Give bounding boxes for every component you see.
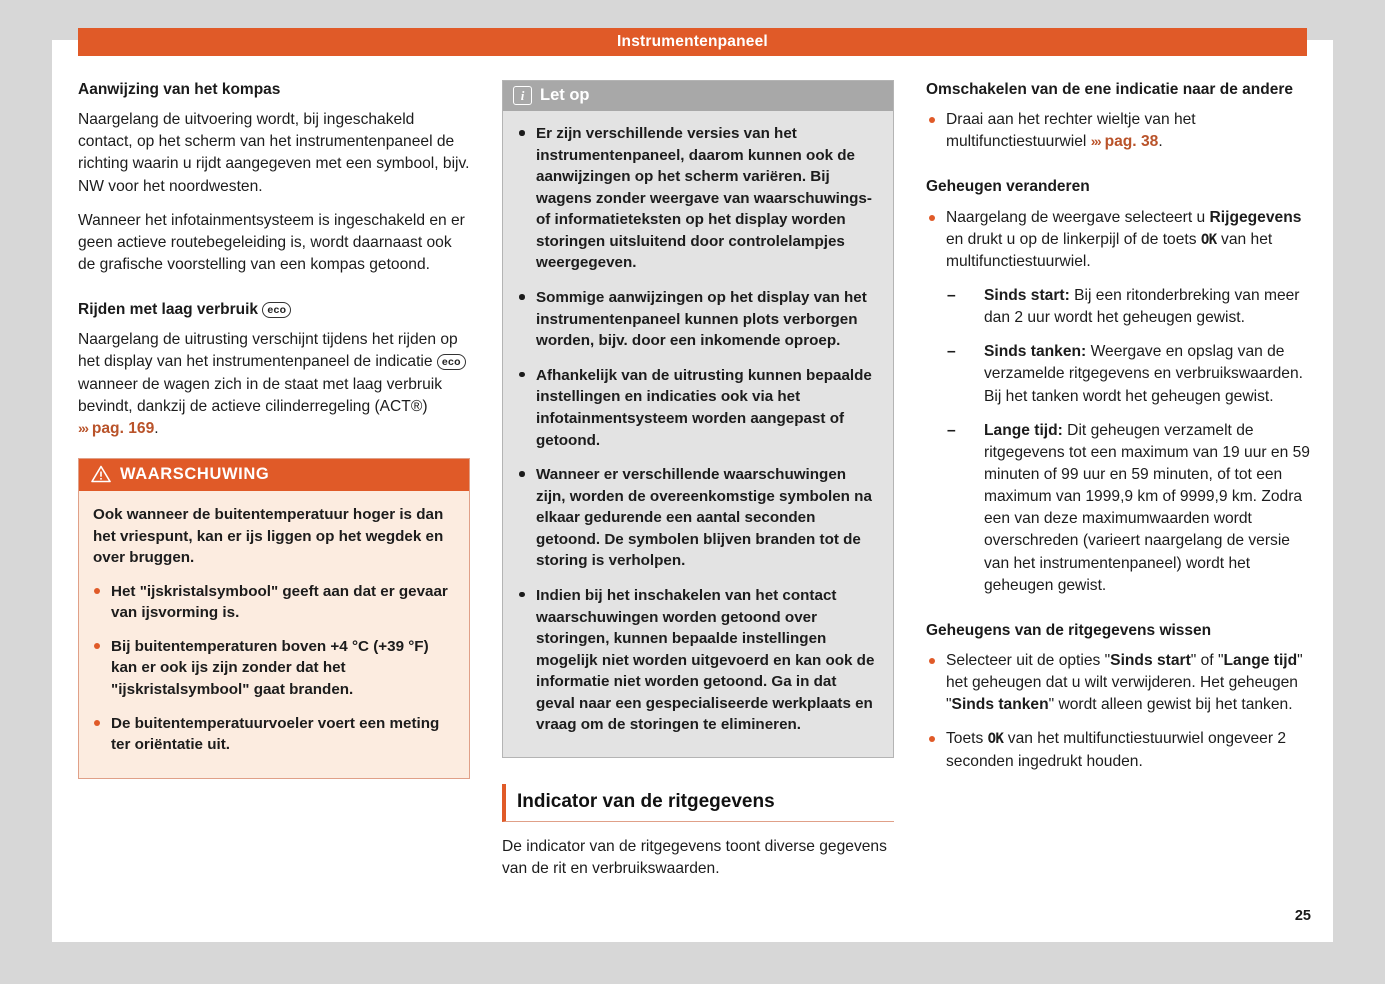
bullet-switch-text: Draai aan het rechter wieltje van het multifunctiestuurwiel — [946, 111, 1196, 151]
eco-paragraph-part-a: Naargelang de uitrusting verschijnt tijdens het rijden op het display van het instrumentenpaneel de indicatie — [78, 331, 458, 371]
clear-text-d: " wordt alleen gewist bij het tanken. — [1048, 696, 1293, 714]
clear2-text-b: van het multifunctiestuurwiel ongeveer 2 seconden ingedrukt houden. — [946, 730, 1287, 770]
note-box — [502, 80, 894, 758]
warning-box-body — [79, 491, 469, 778]
memory-text-a: Naargelang de weergave selecteert u — [946, 208, 1210, 226]
chevron-right-icon: ››› — [1090, 133, 1101, 150]
page-columns — [78, 80, 1323, 892]
middle-column — [502, 80, 894, 892]
cross-reference-label: pag. 169 — [91, 419, 155, 437]
heading-eco-driving — [78, 300, 470, 320]
note-box-title: Let op — [540, 86, 590, 104]
ok-key-label: OK — [1200, 231, 1217, 248]
clear-text-b: " of " — [1190, 651, 1224, 669]
eco-paragraph-end: . — [154, 419, 159, 437]
clear-term-sinds-tanken: Sinds tanken — [951, 696, 1049, 714]
heading-change-memory: Geheugen veranderen — [926, 178, 1090, 196]
cross-reference-link-38[interactable] — [1091, 133, 1159, 150]
note-bullet: Wanneer er verschillende waarschuwingen zijn, worden de overeenkomstige symbolen na elkaar gedurende een aantal seconden getoond. De symbolen blijven branden tot de storing is verholpen. — [517, 464, 879, 572]
bullet-clear-memory-select — [926, 650, 1318, 716]
memory-item-term: Sinds start: — [984, 286, 1070, 304]
page-header-bar — [78, 28, 1307, 56]
warning-box-title: WAARSCHUWING — [120, 464, 270, 483]
compass-paragraph-1: Naargelang de uitvoering wordt, bij ingeschakeld contact, op het scherm van het instrumentenpaneel de richting waarin u rijdt aangegeven met een symbool, bijv. NW voor het noordwesten. — [78, 111, 470, 195]
heading-compass: Aanwijzing van het kompas — [78, 81, 281, 98]
cross-reference-link-169[interactable] — [78, 420, 154, 437]
warning-bullet: Het "ijskristalsymbool" geeft aan dat er gevaar van ijsvorming is. — [93, 581, 455, 624]
memory-term-rijgegevens: Rijgegevens — [1209, 208, 1302, 226]
eco-paragraph — [78, 329, 470, 440]
memory-item-sinds-tanken — [926, 341, 1318, 407]
note-bullet: Indien bij het inschakelen van het contact waarschuwingen worden getoond over storingen, kunnen bepaalde instellingen mogelijk niet worden uitgevoerd en kan ook de informatie niet worden getoond. Ga in dat geval naar een gespecialiseerde werkplaats en vraag om de storingen te elimineren. — [517, 585, 879, 736]
memory-item-term: Lange tijd: — [984, 421, 1063, 439]
note-bullet: Sommige aanwijzingen op het display van het instrumentenpaneel kunnen plots verborgen worden, bijv. door een inkomende oproep. — [517, 287, 879, 352]
heading-clear-memory: Geheugens van de ritgegevens wissen — [926, 621, 1212, 639]
memory-text-b: en drukt u op de linkerpijl of de toets — [946, 230, 1201, 248]
note-box-body — [503, 111, 893, 757]
clear-text-c: " het geheugen dat u wilt verwijderen. Het geheugen " — [946, 651, 1303, 714]
section-paragraph-trip-data: De indicator van de ritgegevens toont diverse gegevens van de rit en verbruikswaarden. — [502, 837, 887, 877]
heading-switch-indication: Omschakelen van de ene indicatie naar de andere — [926, 81, 1293, 98]
bullet-clear-memory-hold-ok — [926, 728, 1318, 772]
clear2-text-a: Toets — [946, 730, 988, 748]
memory-item-lange-tijd — [926, 420, 1318, 597]
memory-item-sinds-start — [926, 285, 1318, 329]
memory-item-text: Dit geheugen verzamelt de ritgegevens tot een maximum van 19 uur en 59 minuten of 99 uur en 59 minuten, of tot een maximum van 1999,9 km of 9999,9 km. Zodra een van deze maximumwaarden wordt overschreden (varieert naargelang de versie van het instrumentenpaneel) wordt het geheugen gewist. — [984, 421, 1310, 594]
clear-term-lange-tijd: Lange tijd — [1223, 651, 1298, 669]
eco-icon-inline: eco — [437, 354, 466, 370]
warning-box — [78, 458, 470, 779]
memory-item-text: Weergave en opslag van de verzamelde ritgegevens en verbruikswaarden. Bij het tanken wordt het geheugen gewist. — [984, 343, 1303, 405]
heading-eco-label: Rijden met laag verbruik — [78, 301, 259, 319]
cross-reference-label: pag. 38 — [1104, 133, 1159, 151]
eco-icon: eco — [262, 302, 291, 318]
warning-triangle-icon — [91, 465, 111, 483]
document-page — [52, 40, 1333, 942]
warning-bullet: De buitentemperatuurvoeler voert een meting ter oriëntatie uit. — [93, 713, 455, 756]
clear-term-sinds-start: Sinds start — [1110, 651, 1191, 669]
bullet-change-memory — [926, 207, 1318, 273]
memory-item-term: Sinds tanken: — [984, 343, 1087, 361]
section-title-trip-data-indicator: Indicator van de ritgegevens — [502, 784, 894, 822]
eco-paragraph-part-b: wanneer de wagen zich in de staat met laag verbruik bevindt, dankzij de actieve cilinderregeling (ACT®) — [78, 375, 443, 415]
compass-paragraph-2: Wanneer het infotainmentsysteem is ingeschakeld en er geen actieve routebegeleiding is, wordt daarnaast ook de grafische voorstelling van een kompas getoond. — [78, 211, 465, 273]
bullet-switch-end: . — [1158, 133, 1163, 151]
memory-text-c: van het multifunctiestuurwiel. — [946, 230, 1273, 270]
left-column — [78, 80, 470, 892]
right-column — [926, 80, 1318, 892]
warning-bullet: Bij buitentemperaturen boven +4 °C (+39 °F) kan er ook ijs zijn zonder dat het "ijskristalsymbool" gaat branden. — [93, 636, 455, 701]
note-box-header — [503, 81, 893, 111]
warning-intro: Ook wanneer de buitentemperatuur hoger is dan het vriespunt, kan er ijs liggen op het wegdek en over bruggen. — [93, 505, 444, 567]
page-number: 25 — [1294, 908, 1311, 924]
clear-text-a: Selecteer uit de opties " — [946, 651, 1111, 669]
page-header-title: Instrumentenpaneel — [617, 33, 768, 50]
warning-box-header — [79, 459, 469, 491]
note-bullet: Afhankelijk van de uitrusting kunnen bepaalde instellingen en indicaties ook via het infotainmentsysteem worden aangepast of getoond. — [517, 365, 879, 451]
bullet-switch-indication — [926, 109, 1318, 153]
memory-item-text: Bij een ritonderbreking van meer dan 2 uur wordt het geheugen gewist. — [984, 286, 1300, 327]
note-bullet: Er zijn verschillende versies van het instrumentenpaneel, daarom kunnen ook de aanwijzingen op het scherm variëren. Bij wagens zonder weergave van waarschuwings- of informatieteksten op het display worden storingen uitsluitend door controlelampjes weergegeven. — [517, 123, 879, 274]
ok-key-label: OK — [987, 731, 1004, 748]
info-icon: i — [513, 86, 532, 105]
chevron-right-icon: ››› — [78, 419, 88, 436]
